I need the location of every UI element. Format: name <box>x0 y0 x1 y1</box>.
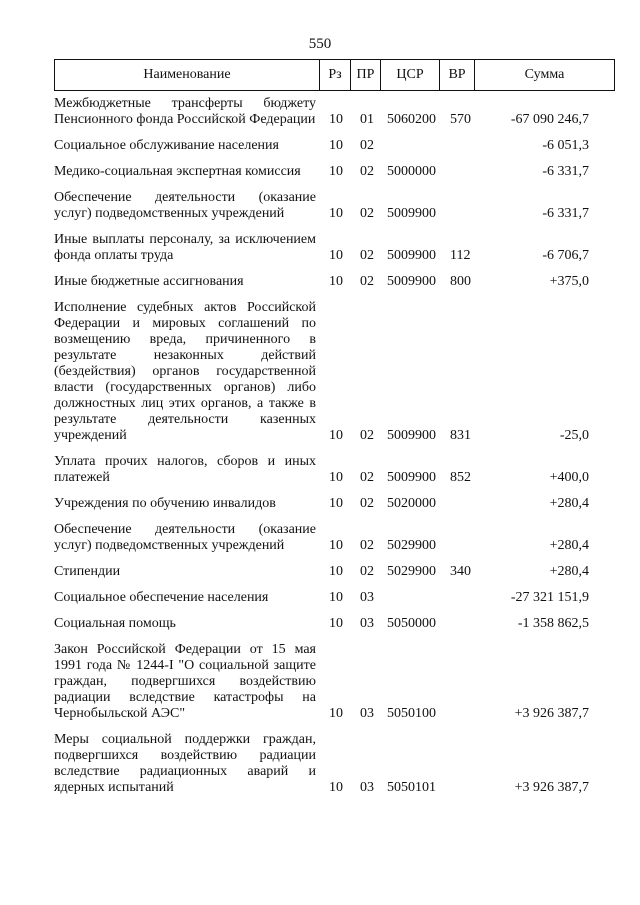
row-vr: 831 <box>450 428 471 443</box>
page-number: 550 <box>308 36 332 52</box>
row-rz: 10 <box>329 248 343 263</box>
row-pr: 02 <box>360 248 374 263</box>
table-row <box>54 232 615 264</box>
row-name: Иные выплаты персоналу, за исключением фонда оплаты труда <box>54 232 316 263</box>
row-csr: 5009900 <box>387 428 436 443</box>
row-name: Уплата прочих налогов, сборов и иных платежей <box>54 454 316 485</box>
table-row <box>54 590 615 606</box>
row-vr: 570 <box>450 112 471 127</box>
row-pr: 03 <box>360 780 374 795</box>
header-rz: Рз <box>320 60 351 90</box>
row-csr: 5050101 <box>387 780 436 795</box>
table-row <box>54 732 615 796</box>
row-name: Исполнение судебных актов Российской Федерации и мировых соглашений по возмещению вреда, причиненного в результате незаконных действий (бездействия) органов государственной власти (государственных органов) либо должностных лиц этих органов, а также в результате деятельности казенных учреждений <box>54 300 316 443</box>
row-name: Меры социальной поддержки граждан, подвергшихся воздействию радиации вследствие радиационных аварий и ядерных испытаний <box>54 732 316 795</box>
table-row <box>54 164 615 180</box>
row-vr: 340 <box>450 564 471 579</box>
row-pr: 02 <box>360 538 374 553</box>
row-rz: 10 <box>329 780 343 795</box>
table-row <box>54 300 615 444</box>
row-pr: 02 <box>360 274 374 289</box>
header-name: Наименование <box>55 60 320 90</box>
table-row <box>54 642 615 722</box>
row-rz: 10 <box>329 564 343 579</box>
row-rz: 10 <box>329 112 343 127</box>
row-rz: 10 <box>329 496 343 511</box>
row-name: Закон Российской Федерации от 15 мая 1991 года № 1244-I "О социальной защите граждан, подвергшихся воздействию радиации вследствие катастрофы на Чернобыльской АЭС" <box>54 642 316 721</box>
row-vr: 852 <box>450 470 471 485</box>
table-row <box>54 496 615 512</box>
table-row <box>54 190 615 222</box>
table-row <box>54 274 615 290</box>
row-pr: 02 <box>360 428 374 443</box>
row-csr: 5009900 <box>387 248 436 263</box>
header-pr: ПР <box>351 60 381 90</box>
row-csr: 5020000 <box>387 496 436 511</box>
row-name: Социальная помощь <box>54 616 176 631</box>
row-rz: 10 <box>329 470 343 485</box>
row-name: Обеспечение деятельности (оказание услуг) подведомственных учреждений <box>54 522 316 553</box>
row-rz: 10 <box>329 138 343 153</box>
row-sum: -1 358 862,5 <box>517 616 589 631</box>
table-row <box>54 454 615 486</box>
row-vr: 112 <box>450 248 471 263</box>
row-csr: 5060200 <box>387 112 436 127</box>
row-sum: +280,4 <box>549 564 589 579</box>
row-pr: 02 <box>360 564 374 579</box>
row-pr: 02 <box>360 206 374 221</box>
header-sum: Сумма <box>524 67 565 82</box>
row-csr: 5009900 <box>387 470 436 485</box>
row-pr: 03 <box>360 616 374 631</box>
row-rz: 10 <box>329 538 343 553</box>
row-sum: -67 090 246,7 <box>510 112 589 127</box>
row-sum: +3 926 387,7 <box>514 706 589 721</box>
row-pr: 02 <box>360 496 374 511</box>
row-pr: 01 <box>360 112 374 127</box>
row-rz: 10 <box>329 706 343 721</box>
row-rz: 10 <box>329 428 343 443</box>
header-csr: ЦСР <box>381 60 440 90</box>
row-csr: 5009900 <box>387 274 436 289</box>
row-rz: 10 <box>329 274 343 289</box>
header-vr: ВР <box>440 60 475 90</box>
row-sum: +280,4 <box>549 538 589 553</box>
row-csr: 5050100 <box>387 706 436 721</box>
table-row <box>54 616 615 632</box>
row-sum: -6 051,3 <box>542 138 589 153</box>
row-sum: -6 331,7 <box>542 164 589 179</box>
row-name: Иные бюджетные ассигнования <box>54 274 244 289</box>
row-csr: 5029900 <box>387 564 436 579</box>
row-sum: +400,0 <box>549 470 589 485</box>
table-header <box>54 59 615 91</box>
row-sum: +3 926 387,7 <box>514 780 589 795</box>
row-rz: 10 <box>329 590 343 605</box>
row-name: Стипендии <box>54 564 121 579</box>
row-rz: 10 <box>329 164 343 179</box>
row-csr: 5050000 <box>387 616 436 631</box>
row-name: Социальное обслуживание населения <box>54 138 279 153</box>
row-csr: 5029900 <box>387 538 436 553</box>
row-sum: +280,4 <box>549 496 589 511</box>
row-sum: -6 331,7 <box>542 206 589 221</box>
row-name: Учреждения по обучению инвалидов <box>54 496 276 511</box>
row-sum: +375,0 <box>549 274 589 289</box>
table-row <box>54 138 615 154</box>
row-pr: 03 <box>360 590 374 605</box>
row-name: Обеспечение деятельности (оказание услуг) подведомственных учреждений <box>54 190 316 221</box>
row-pr: 02 <box>360 470 374 485</box>
row-pr: 02 <box>360 138 374 153</box>
table-row <box>54 522 615 554</box>
row-csr: 5000000 <box>387 164 436 179</box>
row-sum: -6 706,7 <box>542 248 589 263</box>
row-sum: -27 321 151,9 <box>510 590 589 605</box>
row-pr: 03 <box>360 706 374 721</box>
table-row <box>54 96 615 128</box>
table-body <box>54 96 615 796</box>
row-name: Социальное обеспечение населения <box>54 590 269 605</box>
row-pr: 02 <box>360 164 374 179</box>
row-name: Межбюджетные трансферты бюджету Пенсионного фонда Российской Федерации <box>54 96 316 127</box>
row-vr: 800 <box>450 274 471 289</box>
row-rz: 10 <box>329 206 343 221</box>
row-name: Медико-социальная экспертная комиссия <box>54 164 301 179</box>
row-sum: -25,0 <box>559 428 589 443</box>
row-csr: 5009900 <box>387 206 436 221</box>
row-rz: 10 <box>329 616 343 631</box>
table-row <box>54 564 615 580</box>
